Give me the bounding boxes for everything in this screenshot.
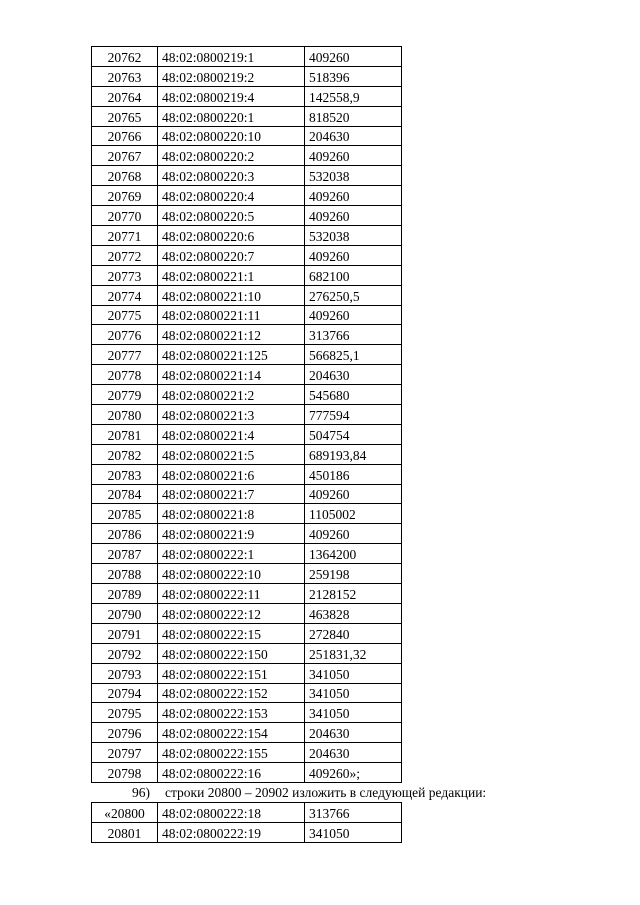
- cadastral-value-cell: 2128152: [305, 584, 402, 604]
- table-row: [92, 47, 402, 67]
- table-row: [92, 245, 402, 265]
- table-row: [92, 743, 402, 763]
- table-row: [92, 663, 402, 683]
- row-number-cell: 20791: [92, 623, 158, 643]
- cadastral-value-cell: 409260: [305, 47, 402, 67]
- cadastral-value-cell: 532038: [305, 166, 402, 186]
- row-number-cell: 20779: [92, 385, 158, 405]
- cadastral-number-cell: 48:02:0800221:2: [158, 385, 305, 405]
- cadastral-number-cell: 48:02:0800221:5: [158, 444, 305, 464]
- row-number-cell: 20794: [92, 683, 158, 703]
- row-number-cell: 20793: [92, 663, 158, 683]
- row-number-cell: 20776: [92, 325, 158, 345]
- cadastral-value-cell: 777594: [305, 405, 402, 425]
- cadastral-value-cell: 272840: [305, 623, 402, 643]
- table-row: [92, 365, 402, 385]
- cadastral-number-cell: 48:02:0800221:4: [158, 424, 305, 444]
- cadastral-value-cell: 1364200: [305, 544, 402, 564]
- row-number-cell: 20781: [92, 424, 158, 444]
- cadastral-number-cell: 48:02:0800220:2: [158, 146, 305, 166]
- row-number-cell: 20775: [92, 305, 158, 325]
- cadastral-number-cell: 48:02:0800222:19: [158, 822, 305, 842]
- row-number-cell: 20788: [92, 564, 158, 584]
- table-row: [92, 226, 402, 246]
- row-number-cell: 20764: [92, 86, 158, 106]
- row-number-cell: 20784: [92, 484, 158, 504]
- cadastral-value-cell: 204630: [305, 723, 402, 743]
- table-row: [92, 643, 402, 663]
- cadastral-value-cell: 204630: [305, 743, 402, 763]
- table-row: [92, 623, 402, 643]
- cadastral-value-cell: 818520: [305, 106, 402, 126]
- cadastral-value-cell: 409260: [305, 305, 402, 325]
- cadastral-value-cell: 409260: [305, 146, 402, 166]
- cadastral-value-cell: 463828: [305, 603, 402, 623]
- row-number-cell: 20792: [92, 643, 158, 663]
- cadastral-number-cell: 48:02:0800221:14: [158, 365, 305, 385]
- table-row: [92, 484, 402, 504]
- row-number-cell: 20773: [92, 265, 158, 285]
- cadastral-number-cell: 48:02:0800219:2: [158, 66, 305, 86]
- table-row: [92, 206, 402, 226]
- cadastral-number-cell: 48:02:0800221:9: [158, 524, 305, 544]
- cadastral-number-cell: 48:02:0800222:1: [158, 544, 305, 564]
- cadastral-number-cell: 48:02:0800222:15: [158, 623, 305, 643]
- cadastral-value-cell: 689193,84: [305, 444, 402, 464]
- row-number-cell: 20786: [92, 524, 158, 544]
- cadastral-value-cell: 259198: [305, 564, 402, 584]
- amendment-text: строки 20800 – 20902 изложить в следующей редакции:: [165, 785, 487, 800]
- cadastral-value-cell: 251831,32: [305, 643, 402, 663]
- row-number-cell: 20766: [92, 126, 158, 146]
- row-number-cell: 20795: [92, 703, 158, 723]
- cadastral-value-cell: 504754: [305, 424, 402, 444]
- cadastral-number-cell: 48:02:0800221:11: [158, 305, 305, 325]
- row-number-cell: 20787: [92, 544, 158, 564]
- cadastral-value-cell: 204630: [305, 126, 402, 146]
- cadastral-number-cell: 48:02:0800221:6: [158, 464, 305, 484]
- row-number-cell: 20790: [92, 603, 158, 623]
- cadastral-number-cell: 48:02:0800222:152: [158, 683, 305, 703]
- cadastral-number-cell: 48:02:0800220:1: [158, 106, 305, 126]
- amendment-marker: 96): [132, 785, 150, 800]
- cadastral-value-cell: 409260»;: [305, 763, 402, 783]
- cadastral-number-cell: 48:02:0800221:3: [158, 405, 305, 425]
- table-row: [92, 146, 402, 166]
- row-number-cell: 20778: [92, 365, 158, 385]
- table-row: [92, 305, 402, 325]
- row-number-cell: «20800: [92, 803, 158, 823]
- table-row: [92, 285, 402, 305]
- cadastral-value-cell: 313766: [305, 803, 402, 823]
- cadastral-number-cell: 48:02:0800220:7: [158, 245, 305, 265]
- table-row: [92, 106, 402, 126]
- table-row: [92, 325, 402, 345]
- cadastral-value-cell: 142558,9: [305, 86, 402, 106]
- cadastral-value-cell: 682100: [305, 265, 402, 285]
- cadastral-number-cell: 48:02:0800222:18: [158, 803, 305, 823]
- row-number-cell: 20763: [92, 66, 158, 86]
- table-row: [92, 86, 402, 106]
- row-number-cell: 20762: [92, 47, 158, 67]
- row-number-cell: 20767: [92, 146, 158, 166]
- cadastral-number-cell: 48:02:0800222:150: [158, 643, 305, 663]
- row-number-cell: 20765: [92, 106, 158, 126]
- cadastral-value-cell: 532038: [305, 226, 402, 246]
- cadastral-value-cell: 409260: [305, 186, 402, 206]
- table-row: [92, 564, 402, 584]
- cadastral-number-cell: 48:02:0800222:155: [158, 743, 305, 763]
- cadastral-number-cell: 48:02:0800219:4: [158, 86, 305, 106]
- cadastral-value-cell: 341050: [305, 683, 402, 703]
- row-number-cell: 20777: [92, 345, 158, 365]
- table-row: [92, 66, 402, 86]
- cadastral-value-cell: 1105002: [305, 504, 402, 524]
- table-row: [92, 186, 402, 206]
- row-number-cell: 20797: [92, 743, 158, 763]
- table-row: [92, 822, 402, 842]
- table-row: [92, 265, 402, 285]
- row-number-cell: 20796: [92, 723, 158, 743]
- row-number-cell: 20771: [92, 226, 158, 246]
- row-number-cell: 20782: [92, 444, 158, 464]
- row-number-cell: 20780: [92, 405, 158, 425]
- table-row: [92, 345, 402, 365]
- table-row: [92, 464, 402, 484]
- cadastral-number-cell: 48:02:0800222:12: [158, 603, 305, 623]
- table-row: [92, 385, 402, 405]
- cadastral-number-cell: 48:02:0800222:16: [158, 763, 305, 783]
- table-row: [92, 126, 402, 146]
- cadastral-number-cell: 48:02:0800220:3: [158, 166, 305, 186]
- cadastral-number-cell: 48:02:0800220:4: [158, 186, 305, 206]
- continuation-table: [91, 802, 402, 843]
- row-number-cell: 20772: [92, 245, 158, 265]
- cadastral-value-cell: 313766: [305, 325, 402, 345]
- cadastral-value-cell: 409260: [305, 484, 402, 504]
- row-number-cell: 20789: [92, 584, 158, 604]
- row-number-cell: 20785: [92, 504, 158, 524]
- cadastral-value-cell: 276250,5: [305, 285, 402, 305]
- cadastral-value-table: [91, 46, 402, 783]
- amendment-paragraph: [132, 785, 486, 801]
- table-row: [92, 524, 402, 544]
- table-body: [92, 47, 402, 783]
- row-number-cell: 20798: [92, 763, 158, 783]
- cadastral-value-cell: 341050: [305, 663, 402, 683]
- cadastral-number-cell: 48:02:0800219:1: [158, 47, 305, 67]
- cadastral-value-cell: 450186: [305, 464, 402, 484]
- table-row: [92, 603, 402, 623]
- row-number-cell: 20770: [92, 206, 158, 226]
- table-row: [92, 544, 402, 564]
- cadastral-number-cell: 48:02:0800221:8: [158, 504, 305, 524]
- cadastral-value-cell: 341050: [305, 703, 402, 723]
- table-row: [92, 703, 402, 723]
- cadastral-number-cell: 48:02:0800222:10: [158, 564, 305, 584]
- cadastral-number-cell: 48:02:0800221:7: [158, 484, 305, 504]
- table-row: [92, 166, 402, 186]
- cadastral-value-cell: 341050: [305, 822, 402, 842]
- cadastral-number-cell: 48:02:0800222:153: [158, 703, 305, 723]
- table-body: [92, 803, 402, 843]
- row-number-cell: 20783: [92, 464, 158, 484]
- cadastral-number-cell: 48:02:0800220:6: [158, 226, 305, 246]
- table-row: [92, 424, 402, 444]
- cadastral-value-cell: 545680: [305, 385, 402, 405]
- cadastral-number-cell: 48:02:0800221:125: [158, 345, 305, 365]
- cadastral-number-cell: 48:02:0800222:151: [158, 663, 305, 683]
- cadastral-number-cell: 48:02:0800221:10: [158, 285, 305, 305]
- row-number-cell: 20768: [92, 166, 158, 186]
- cadastral-value-cell: 409260: [305, 206, 402, 226]
- table-row: [92, 584, 402, 604]
- cadastral-number-cell: 48:02:0800221:1: [158, 265, 305, 285]
- cadastral-number-cell: 48:02:0800222:11: [158, 584, 305, 604]
- cadastral-value-cell: 566825,1: [305, 345, 402, 365]
- table-row: [92, 504, 402, 524]
- table-row: [92, 444, 402, 464]
- table-row: [92, 803, 402, 823]
- table-row: [92, 683, 402, 703]
- cadastral-number-cell: 48:02:0800221:12: [158, 325, 305, 345]
- row-number-cell: 20801: [92, 822, 158, 842]
- row-number-cell: 20774: [92, 285, 158, 305]
- cadastral-value-cell: 409260: [305, 524, 402, 544]
- cadastral-value-cell: 409260: [305, 245, 402, 265]
- cadastral-number-cell: 48:02:0800220:5: [158, 206, 305, 226]
- row-number-cell: 20769: [92, 186, 158, 206]
- table-row: [92, 723, 402, 743]
- cadastral-number-cell: 48:02:0800222:154: [158, 723, 305, 743]
- cadastral-value-cell: 518396: [305, 66, 402, 86]
- table-row: [92, 405, 402, 425]
- cadastral-number-cell: 48:02:0800220:10: [158, 126, 305, 146]
- cadastral-value-cell: 204630: [305, 365, 402, 385]
- table-row: [92, 763, 402, 783]
